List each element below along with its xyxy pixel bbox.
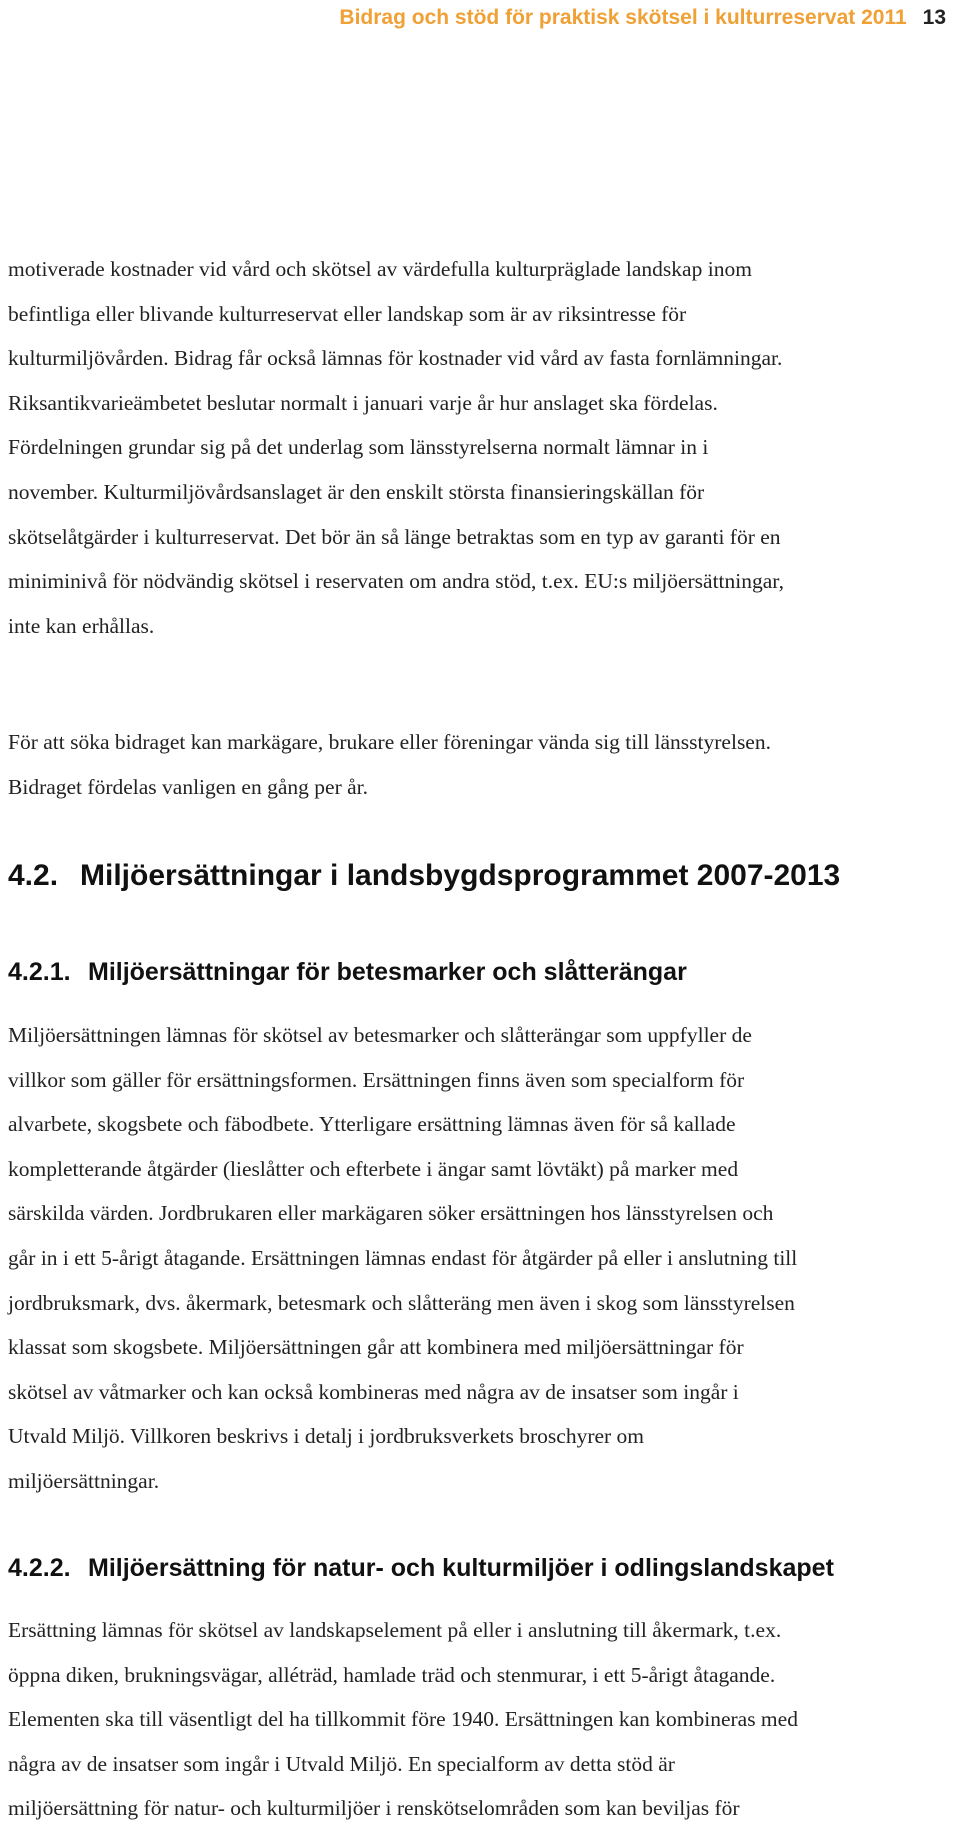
text-line: skötselåtgärder i kulturreservat. Det bör än så länge betraktas som en typ av garanti för en — [8, 524, 781, 549]
text-line: skötsel av våtmarker och kan också kombineras med några av de insatser som ingår i — [8, 1379, 739, 1404]
text-line: Riksantikvarieämbetet beslutar normalt i januari varje år hur anslaget ska fördelas. — [8, 390, 718, 415]
text-line: Bidraget fördelas vanligen en gång per år. — [8, 774, 368, 799]
paragraph-ansokan — [8, 720, 953, 809]
text-line: Fördelningen grundar sig på det underlag som länsstyrelserna normalt lämnar in i — [8, 435, 709, 460]
text-line: Ersättning lämnas för skötsel av landskapselement på eller i anslutning till åkermark, t.ex. — [8, 1618, 782, 1642]
section-heading-4-2-2 — [8, 1551, 953, 1585]
text-line: Miljöersättningen lämnas för skötsel av betesmarker och slåtterängar som uppfyller de — [8, 1023, 752, 1047]
text-line: befintliga eller blivande kulturreservat eller landskap som är av riksintresse för — [8, 301, 687, 326]
text-line: öppna diken, brukningsvägar, alléträd, hamlade träd och stenmurar, i ett 5-årigt åtagande. — [8, 1662, 776, 1687]
section-title: Miljöersättning för natur- och kulturmiljöer i odlingslandskapet — [88, 1554, 834, 1582]
section-number: 4.2.1. — [8, 958, 71, 986]
text-line: motiverade kostnader vid vård och skötsel av värdefulla kulturpräglade landskap inom — [8, 257, 752, 281]
text-line: villkor som gäller för ersättningsformen. Ersättningen finns även som specialform för — [8, 1067, 745, 1092]
text-line: För att söka bidraget kan markägare, brukare eller föreningar vända sig till länsstyrelsen. — [8, 730, 771, 754]
text-line: kulturmiljövården. Bidrag får också lämnas för kostnader vid vård av fasta fornlämningar. — [8, 346, 783, 371]
header-title: Bidrag och stöd för praktisk skötsel i kulturreservat 2011 — [339, 6, 907, 29]
paragraph-betesmarker — [8, 1013, 953, 1504]
text-line: miljöersättningar. — [8, 1468, 160, 1493]
section-title: Miljöersättningar i landsbygdsprogrammet 2007-2013 — [80, 859, 841, 892]
text-line: klassat som skogsbete. Miljöersättningen går att kombinera med miljöersättningar för — [8, 1335, 744, 1360]
text-line: Utvald Miljö. Villkoren beskrivs i detalj i jordbruksverkets broschyrer om — [8, 1424, 645, 1449]
section-title: Miljöersättningar för betesmarker och slåtterängar — [88, 958, 687, 986]
text-line: alvarbete, skogsbete och fäbodbete. Ytterligare ersättning lämnas även för så kallade — [8, 1112, 736, 1137]
text-line: Elementen ska till väsentligt del ha tillkommit före 1940. Ersättningen kan kombineras med — [8, 1707, 798, 1732]
section-number: 4.2. — [8, 859, 59, 892]
running-header — [339, 4, 946, 32]
text-line: några av de insatser som ingår i Utvald Miljö. En specialform av detta stöd är — [8, 1751, 675, 1776]
paragraph-kulturmiljovardsanslaget — [8, 247, 953, 648]
section-number: 4.2.2. — [8, 1554, 71, 1582]
paragraph-landskapselement — [8, 1608, 953, 1831]
text-line: november. Kulturmiljövårdsanslaget är den enskilt största finansieringskällan för — [8, 479, 705, 504]
page-number: 13 — [922, 6, 946, 29]
text-line: särskilda värden. Jordbrukaren eller markägaren söker ersättningen hos länsstyrelsen och — [8, 1201, 774, 1226]
section-heading-4-2 — [8, 856, 953, 896]
text-line: inte kan erhållas. — [8, 613, 155, 638]
text-line: miniminivå för nödvändig skötsel i reservaten om andra stöd, t.ex. EU:s miljöersättningar, — [8, 569, 784, 594]
text-line: jordbruksmark, dvs. åkermark, betesmark och slåtteräng men även i skog som länsstyrelsen — [8, 1290, 795, 1315]
text-line: går in i ett 5-årigt åtagande. Ersättningen lämnas endast för åtgärder på eller i anslutning till — [8, 1245, 798, 1270]
text-line: miljöersättning för natur- och kulturmiljöer i renskötselområden som kan beviljas för — [8, 1796, 740, 1821]
text-line: kompletterande åtgärder (lieslåtter och efterbete i ängar samt lövtäkt) på marker med — [8, 1156, 739, 1181]
section-heading-4-2-1 — [8, 955, 953, 989]
